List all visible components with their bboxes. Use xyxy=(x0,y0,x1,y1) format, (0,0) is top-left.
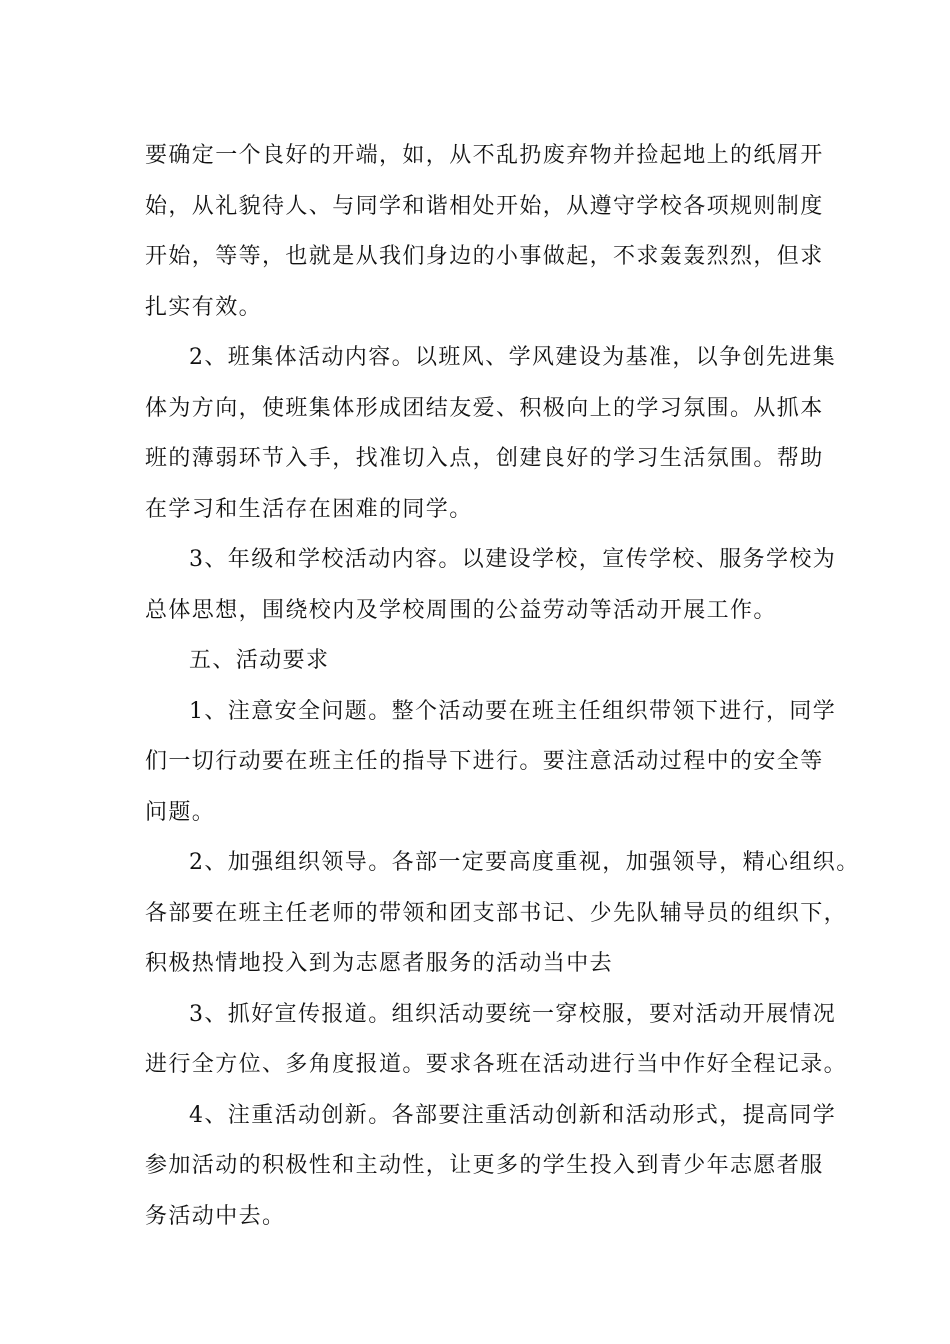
text-line: 积极热情地投入到为志愿者服务的活动当中去 xyxy=(145,951,614,976)
paragraph-first-line: 3、年级和学校活动内容。以建设学校，宣传学校、服务学校为 xyxy=(189,547,837,572)
paragraph-first-line: 1、注意安全问题。整个活动要在班主任组织带领下进行，同学 xyxy=(189,698,837,724)
text-line: 总体思想，围绕校内及学校周围的公益劳动等活动开展工作。 xyxy=(145,597,777,623)
text-line: 体为方向，使班集体形成团结友爱、积极向上的学习氛围。从抓本 xyxy=(145,395,824,421)
text-line: 问题。 xyxy=(145,799,216,825)
document-body xyxy=(145,131,860,1242)
text-line: 开始，等等，也就是从我们身边的小事做起，不求轰轰烈烈，但求 xyxy=(145,244,824,269)
text-line: 们一切行动要在班主任的指导下进行。要注意活动过程中的安全等 xyxy=(145,749,824,774)
text-line: 扎实有效。 xyxy=(145,294,263,320)
paragraph-first-line: 4、注重活动创新。各部要注重活动创新和活动形式，提高同学 xyxy=(189,1102,837,1128)
text-line: 班的薄弱环节入手，找准切入点，创建良好的学习生活氛围。帮助 xyxy=(145,446,824,471)
text-line: 参加活动的积极性和主动性，让更多的学生投入到青少年志愿者服 xyxy=(145,1153,824,1178)
text-line: 进行全方位、多角度报道。要求各班在活动进行当中作好全程记录。 xyxy=(145,1052,848,1077)
text-line: 在学习和生活存在困难的同学。 xyxy=(145,496,473,522)
paragraph-first-line: 2、班集体活动内容。以班风、学风建设为基准，以争创先进集 xyxy=(189,345,837,370)
text-line: 务活动中去。 xyxy=(145,1203,286,1229)
section-heading: 五、活动要求 xyxy=(189,648,330,673)
text-line: 各部要在班主任老师的带领和团支部书记、少先队辅导员的组织下， xyxy=(145,900,848,926)
text-line: 要确定一个良好的开端，如，从不乱扔废弃物并捡起地上的纸屑开 xyxy=(145,143,824,168)
paragraph-first-line: 2、加强组织领导。各部一定要高度重视，加强领导，精心组织。 xyxy=(189,850,860,875)
paragraph-first-line: 3、抓好宣传报道。组织活动要统一穿校服，要对活动开展情况 xyxy=(189,1001,837,1027)
text-line: 始，从礼貌待人、与同学和谐相处开始，从遵守学校各项规则制度 xyxy=(145,193,824,219)
